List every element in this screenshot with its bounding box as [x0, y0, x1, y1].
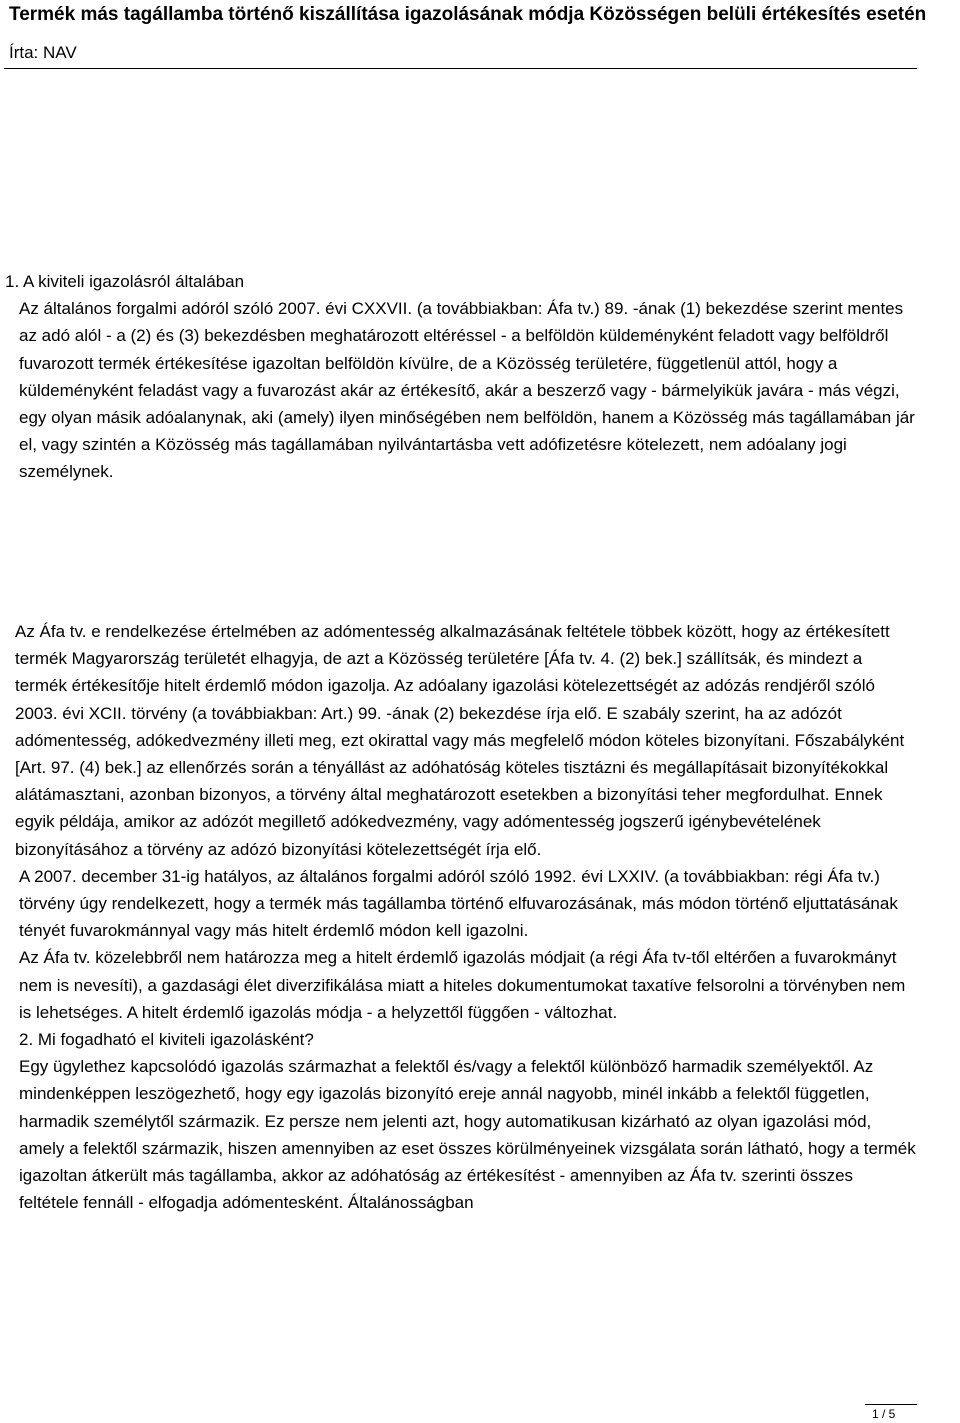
section-1-heading: 1. A kiviteli igazolásról általában	[5, 272, 245, 291]
section-1-paragraph-1: Az általános forgalmi adóról szóló 2007. évi CXXVII. (a továbbiakban: Áfa tv.) 89. -ának (1) bekezdése szerint mentes az adó alól - a (2) és (3) bekezdésben meghatározott eltéréssel - a belföldön küldeményként feladott vagy belföldről fuvarozott termék értékesítése igazoltan belföldön kívülre, de a Közösség területére, függetlenül attól, hogy a küldeményként feladást vagy a fuvarozást akár az értékesítő, akár a beszerző vagy - bármelyikük javára - más végzi, egy olyan másik adóalanynak, aki (amely) ilyen minőségében nem belföldön, hanem a Közösség más tagállamában jár el, vagy szintén a Közösség más tagállamában nyilvántartásba vett adófizetésre kötelezett, nem adóalany jogi személynek.	[19, 299, 915, 482]
section-1-body	[5, 618, 917, 1216]
section-1-paragraph-3: A 2007. december 31-ig hatályos, az általános forgalmi adóról szóló 1992. évi LXXIV. (a továbbiakban: régi Áfa tv.) törvény úgy rendelkezett, hogy a termék más tagállamba történő elfuvarozásának, más módon történő eljuttatásának tényét fuvarokmánnyal vagy más hitelt érdemlő módon kell igazolni.	[19, 866, 898, 941]
section-2-paragraph-1: Egy ügylethez kapcsolódó igazolás származhat a felektől és/vagy a felektől különböző harmadik személyektől. Az mindenképpen leszögezhető, hogy egy igazolás bizonyító ereje annál nagyobb, minél inkább a felektől független, harmadik személytől származik. Ez persze nem jelenti azt, hogy automatikusan kizárható az olyan igazolási mód, amely a felektől származik, hiszen amennyiben az eset összes körülményeinek vizsgálata során látható, hogy a termék igazoltan átkerült más tagállamba, akkor az adóhatóság az értékesítést - amennyiben az Áfa tv. szerinti összes feltétele fennáll - elfogadja adómentesként. Általánosságban	[19, 1057, 916, 1213]
author-line: Írta: NAV	[9, 43, 77, 62]
section-1-paragraph-2: Az Áfa tv. e rendelkezése értelmében az adómentesség alkalmazásának feltétele többek között, hogy az értékesített termék Magyarország területét elhagyja, de azt a Közösség területére [Áfa tv. 4. (2) bek.] szállítsák, és mindezt a termék értékesítője hitelt érdemlő módon igazolja. Az adóalany igazolási kötelezettségét az adózás rendjéről szóló 2003. évi XCII. törvény (a továbbiakban: Art.) 99. -ának (2) bekezdése írja elő. E szabály szerint, ha az adózót adómentesség, adókedvezmény illeti meg, ezt okirattal vagy más megfelelő módon köteles bizonyítani. Főszabályként [Art. 97. (4) bek.] az ellenőrzés során a tényállást az adóhatóság köteles tisztázni és megállapításait bizonyítékokkal alátámasztani, azonban bizonyos, a törvény által meghatározott esetekben a bizonyítási teher megfordulhat. Ennek egyik példája, amikor az adózót megillető adókedvezmény, vagy adómentesség jogszerű igénybevételének bizonyításához a törvény az adózó bizonyítási kötelezettségét írja elő.	[15, 622, 905, 859]
section-2-heading: 2. Mi fogadható el kiviteli igazolásként?	[19, 1030, 314, 1050]
footer-divider	[865, 1404, 917, 1405]
header-divider	[4, 68, 917, 69]
document-title: Termék más tagállamba történő kiszállítása igazolásának módja Közösségen belüli értékesítés esetén	[9, 4, 927, 25]
page-number: 1 / 5	[872, 1407, 896, 1421]
section-1-paragraph-4: Az Áfa tv. közelebbről nem határozza meg a hitelt érdemlő igazolás módjait (a régi Áfa tv-től eltérően a fuvarokmányt nem is nevesíti), a gazdasági élet diverzifikálása miatt a hiteles dokumentumokat taxatíve felsorolni a törvényben nem is lehetséges. A hitelt érdemlő igazolás módja - a helyzettől függően - változhat.	[19, 948, 906, 1022]
section-1-intro	[5, 268, 917, 486]
